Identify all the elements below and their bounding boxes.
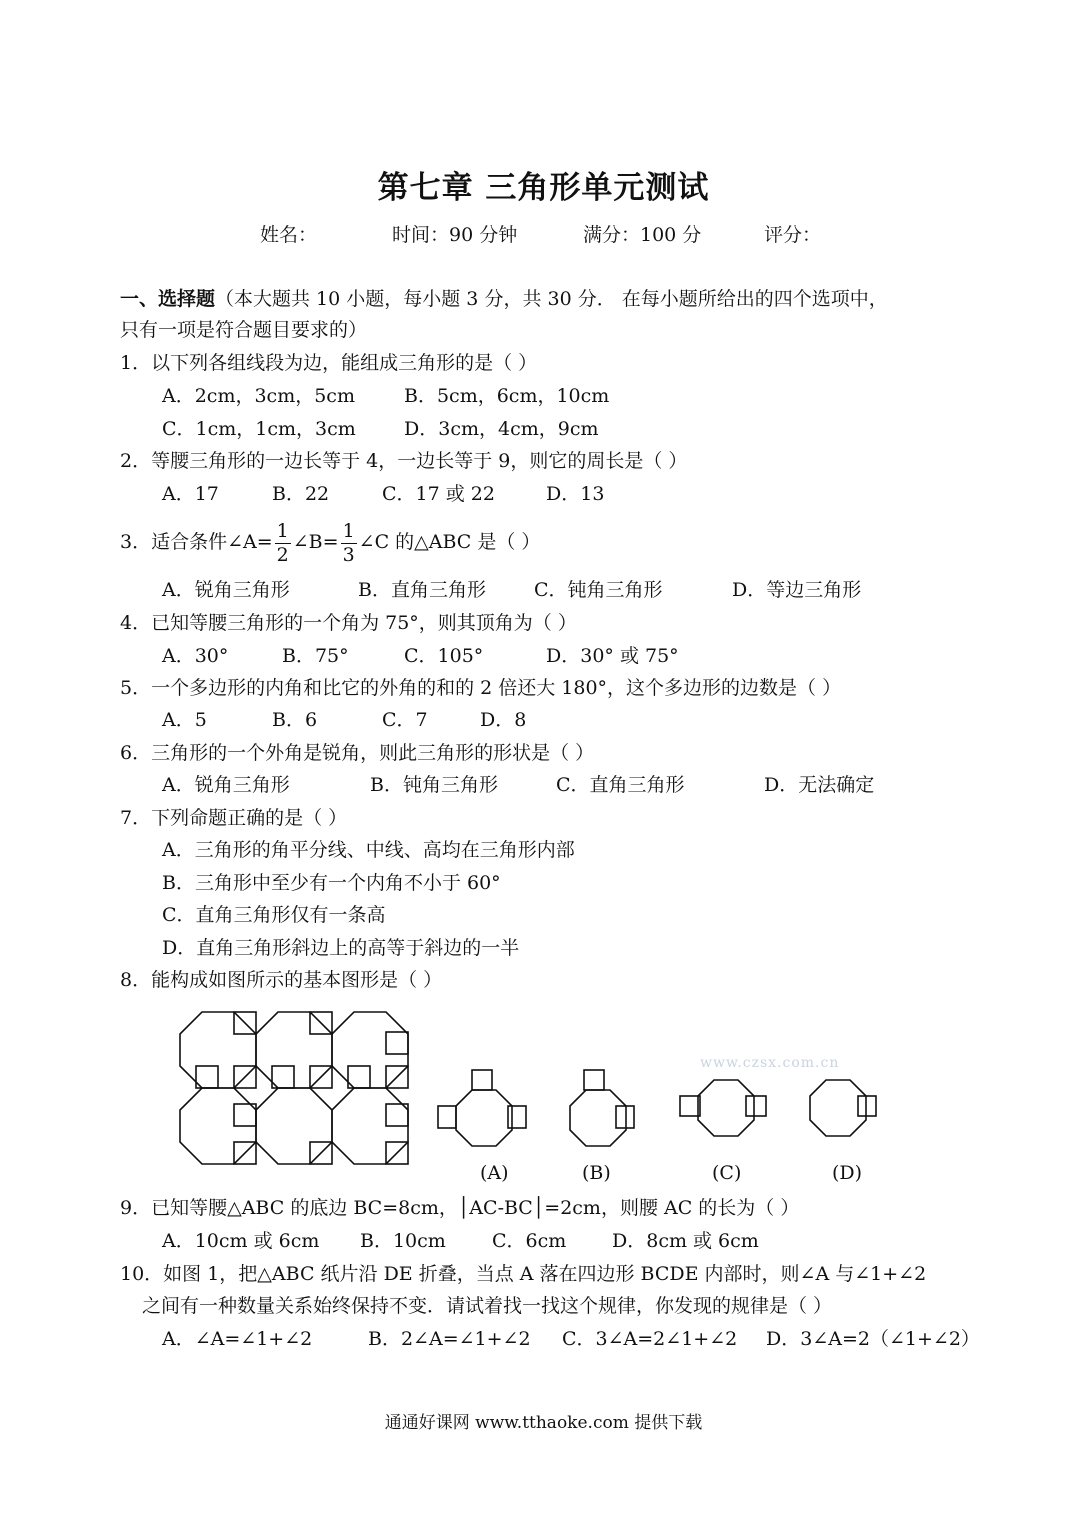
fraction-denominator: 3 xyxy=(342,543,355,566)
q2-option-c: C．17 或 22 xyxy=(382,483,495,505)
q3-prefix: 3．适合条件∠A= xyxy=(120,531,273,553)
section-desc-2: 只有一项是符合题目要求的） xyxy=(120,319,368,341)
figure-label-d: (D) xyxy=(832,1162,863,1184)
option-b-square xyxy=(584,1070,604,1090)
q5-stem: 5．一个多边形的内角和比它的外角的和的 2 倍还大 180°，这个多边形的边数是（ ） xyxy=(120,677,842,699)
option-a-square xyxy=(438,1106,456,1128)
q1-option-c: C．1cm，1cm，3cm xyxy=(162,418,356,440)
fraction-denominator: 2 xyxy=(276,543,289,566)
q3-option-b: B．直角三角形 xyxy=(358,579,486,601)
q6-option-c: C．直角三角形 xyxy=(556,774,685,796)
q1-option-b: B．5cm，6cm，10cm xyxy=(404,385,610,407)
q4-option-b: B．75° xyxy=(282,645,349,667)
q8-stem: 8．能构成如图所示的基本图形是（ ） xyxy=(120,969,443,991)
q3-mid: ∠B= xyxy=(292,531,339,553)
q9-option-c: C．6cm xyxy=(492,1230,567,1252)
q5-option-a: A．5 xyxy=(162,709,207,731)
q4-option-c: C．105° xyxy=(404,645,484,667)
q1-option-a: A．2cm，3cm，5cm xyxy=(162,385,355,407)
q3-suffix: ∠C 的△ABC 是（ ） xyxy=(358,531,541,553)
q10-option-c: C．3∠A=2∠1+∠2 xyxy=(562,1328,738,1350)
q9-stem: 9．已知等腰△ABC 的底边 BC=8cm，│AC-BC│=2cm，则腰 AC 的长为（ ） xyxy=(120,1197,800,1219)
q4-option-a: A．30° xyxy=(162,645,229,667)
option-b-octagon xyxy=(570,1090,626,1146)
tiling-square xyxy=(386,1032,408,1054)
page-footer: 通通好课网 www.tthaoke.com 提供下载 xyxy=(384,1413,703,1433)
q1-option-d: D．3cm，4cm，9cm xyxy=(404,418,599,440)
tiling-octagon xyxy=(256,1088,332,1164)
figure-label-c: (C) xyxy=(712,1162,742,1184)
watermark: www.czsx.com.cn xyxy=(700,1055,840,1071)
q10-option-b: B．2∠A=∠1+∠2 xyxy=(368,1328,531,1350)
q9-option-b: B．10cm xyxy=(360,1230,446,1252)
q10-option-d: D．3∠A=2（∠1+∠2） xyxy=(766,1328,980,1350)
q2-stem: 2．等腰三角形的一边长等于 4，一边长等于 9，则它的周长是（ ） xyxy=(120,450,688,472)
q7-stem: 7．下列命题正确的是（ ） xyxy=(120,807,348,829)
name-label: 姓名： xyxy=(260,224,318,246)
score-label: 评分： xyxy=(764,224,822,246)
figure-label-b: (B) xyxy=(582,1162,611,1184)
q6-option-a: A．锐角三角形 xyxy=(162,774,290,796)
q10-stem-2: 之间有一种数量关系始终保持不变．请试着找一找这个规律，你发现的规律是（ ） xyxy=(142,1295,833,1317)
q9-option-a: A．10cm 或 6cm xyxy=(162,1230,320,1252)
option-a-octagon xyxy=(456,1090,512,1146)
fraction-numerator: 1 xyxy=(342,519,355,542)
q4-option-d: D．30° 或 75° xyxy=(546,645,679,667)
option-c-square xyxy=(680,1096,700,1116)
page-title: 第七章 三角形单元测试 xyxy=(377,170,710,206)
figure-label-a: (A) xyxy=(480,1162,509,1184)
q7-option-d: D．直角三角形斜边上的高等于斜边的一半 xyxy=(162,937,520,959)
q6-stem: 6．三角形的一个外角是锐角，则此三角形的形状是（ ） xyxy=(120,742,595,764)
option-d-square xyxy=(858,1096,876,1116)
q10-stem-1: 10．如图 1，把△ABC 纸片沿 DE 折叠，当点 A 落在四边形 BCDE 内部时，则∠A 与∠1+∠2 xyxy=(120,1263,927,1285)
q4-stem: 4．已知等腰三角形的一个角为 75°，则其顶角为（ ） xyxy=(120,612,577,634)
q5-option-b: B．6 xyxy=(272,709,318,731)
q10-option-a: A．∠A=∠1+∠2 xyxy=(162,1328,313,1350)
q3-option-c: C．钝角三角形 xyxy=(534,579,663,601)
q6-option-d: D．无法确定 xyxy=(764,774,875,796)
q2-option-a: A．17 xyxy=(162,483,219,505)
q7-option-b: B．三角形中至少有一个内角不小于 60° xyxy=(162,872,501,894)
q3-option-d: D．等边三角形 xyxy=(732,579,862,601)
q2-option-d: D．13 xyxy=(546,483,605,505)
full-score-label: 满分：100 分 xyxy=(583,224,702,246)
section-desc-1: （本大题共 10 小题，每小题 3 分，共 30 分． 在每小题所给出的四个选项中， xyxy=(215,288,888,310)
q5-option-d: D．8 xyxy=(480,709,527,731)
option-a-square xyxy=(472,1070,492,1090)
q3-option-a: A．锐角三角形 xyxy=(162,579,290,601)
q7-option-a: A．三角形的角平分线、中线、高均在三角形内部 xyxy=(162,839,575,861)
q2-option-b: B．22 xyxy=(272,483,330,505)
q9-option-d: D．8cm 或 6cm xyxy=(612,1230,759,1252)
q6-option-b: B．钝角三角形 xyxy=(370,774,498,796)
option-b-square xyxy=(616,1106,634,1128)
q1-stem: 1．以下列各组线段为边，能组成三角形的是（ ） xyxy=(120,352,538,374)
q7-option-c: C．直角三角形仅有一条高 xyxy=(162,904,386,926)
option-a-square xyxy=(508,1106,526,1128)
section-heading: 一、选择题 xyxy=(120,288,216,310)
option-c-square xyxy=(746,1096,766,1116)
time-label: 时间：90 分钟 xyxy=(392,224,518,246)
fraction-numerator: 1 xyxy=(276,519,289,542)
q5-option-c: C．7 xyxy=(382,709,428,731)
